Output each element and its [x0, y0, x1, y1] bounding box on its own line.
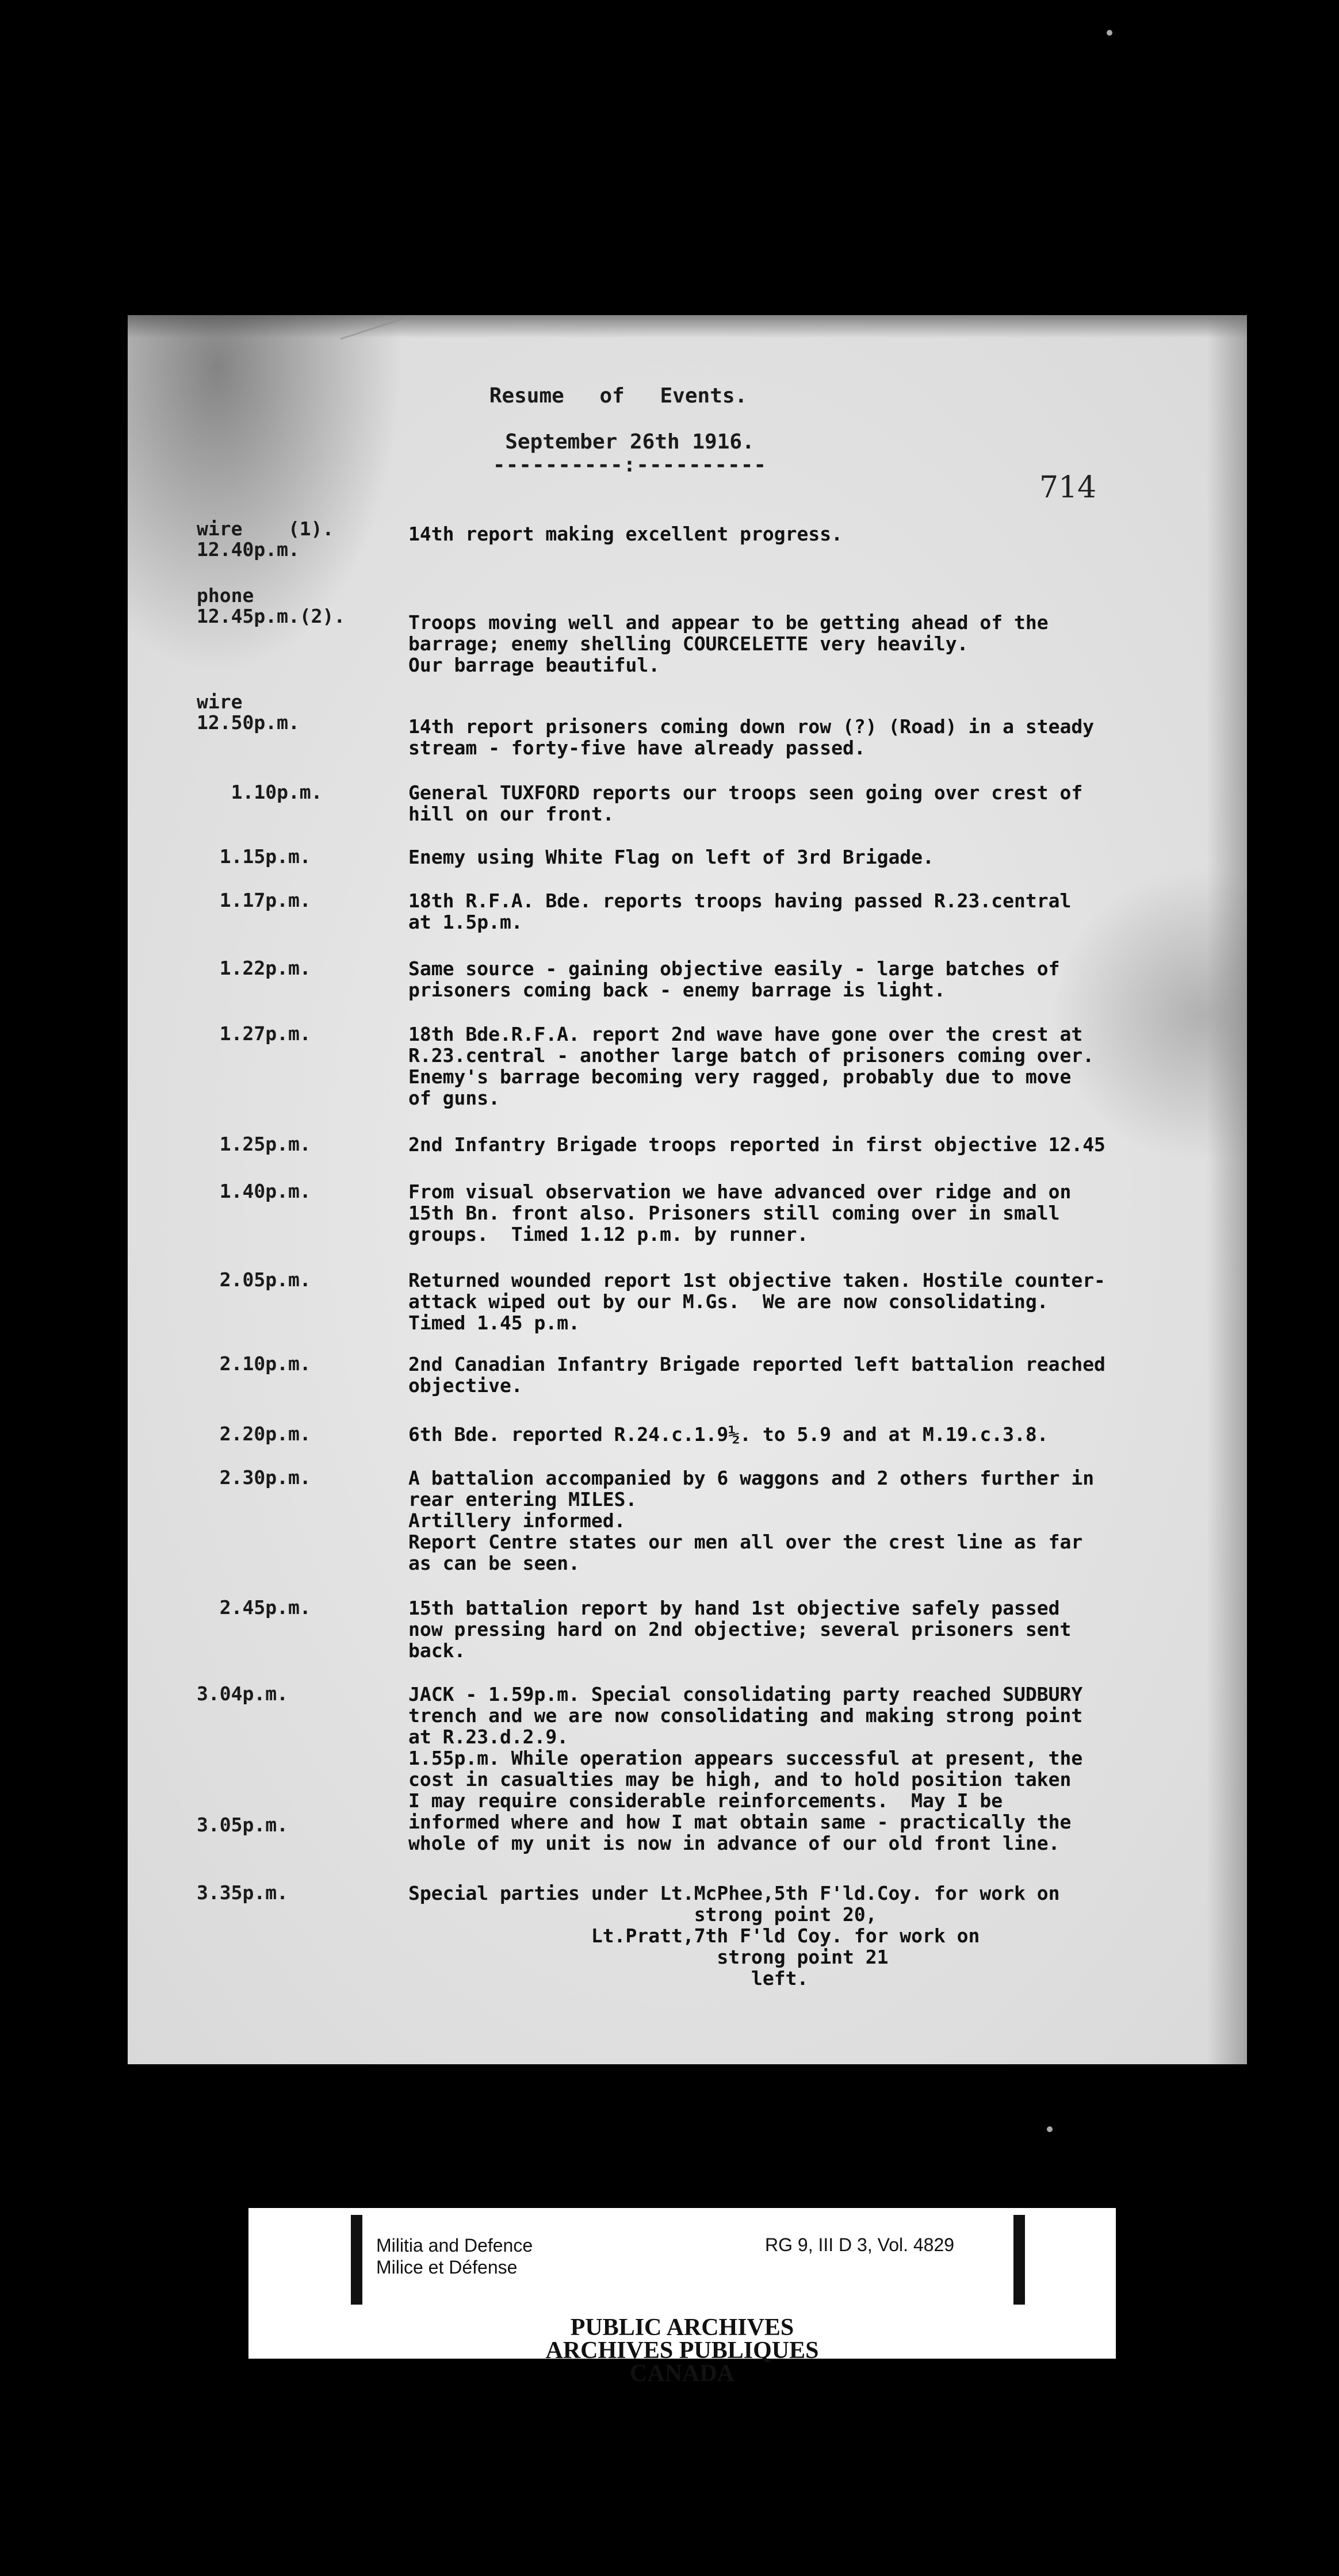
entry-text: A battalion accompanied by 6 waggons and 2 others further in rear entering MILES. Artillery informed. Report Centre states our men all over the crest line as far as can be seen.	[408, 1467, 1095, 1574]
entry-text: 6th Bde. reported R.24.c.1.9½. to 5.9 and at M.19.c.3.8.	[408, 1423, 1049, 1446]
archives-line-fr: ARCHIVES PUBLIQUES	[545, 2337, 819, 2364]
document-page	[128, 315, 1247, 2064]
entry-time: 2.30p.m.	[197, 1466, 311, 1489]
label-border-right	[1013, 2215, 1025, 2305]
entry-time: 1.17p.m.	[197, 889, 311, 911]
document-date: September 26th 1916.	[505, 430, 755, 454]
public-archives-stamp	[248, 2316, 1116, 2385]
page-number: 714	[1039, 470, 1097, 505]
entry-text: Same source - gaining objective easily - large batches of prisoners coming back - enemy barrage is light.	[408, 957, 1060, 1001]
dust-speck	[1047, 2126, 1053, 2132]
institution-name	[376, 2234, 533, 2278]
institution-name-fr: Milice et Défense	[376, 2257, 518, 2278]
archives-line-country: CANADA	[630, 2360, 734, 2387]
entry-time: 1.15p.m.	[197, 845, 311, 868]
entry-text: JACK - 1.59p.m. Special consolidating party reached SUDBURY trench and we are now consolidating and making strong point at R.23.d.2.9. 1.55p.m. While operation appears successful at present, the cost in casualties may be high, and to hold position taken I may require considerable reinforcements. May I be informed where and how I mat obtain same - practically the whole of my unit is now in advance of our old front line.	[408, 1683, 1083, 1854]
entry-time: 2.45p.m.	[197, 1596, 311, 1619]
dust-speck	[1107, 30, 1112, 36]
entry-text: 2nd Infantry Brigade troops reported in first objective 12.45	[408, 1133, 1105, 1156]
entry-text: Enemy using White Flag on left of 3rd Brigade.	[408, 846, 934, 868]
entry-time: 1.22p.m.	[197, 957, 311, 979]
entry-time: wire (1). 12.40p.m.	[197, 518, 334, 561]
entry-time: 2.20p.m.	[197, 1423, 311, 1445]
entry-text: Troops moving well and appear to be getting ahead of the barrage; enemy shelling COURCELETTE very heavily. Our barrage beautiful.	[408, 611, 1049, 676]
entry-time: 1.27p.m.	[197, 1022, 311, 1045]
entry-time: 3.05p.m.	[197, 1814, 288, 1836]
entry-text: Returned wounded report 1st objective taken. Hostile counter- attack wiped out by our M.Gs. We are now consolidating. Timed 1.45 p.m.	[408, 1269, 1105, 1334]
entry-text: 18th R.F.A. Bde. reports troops having passed R.23.central at 1.5p.m.	[408, 890, 1072, 933]
entry-time: 1.25p.m.	[197, 1133, 311, 1155]
institution-name-en: Militia and Defence	[376, 2235, 533, 2256]
entry-time: phone 12.45p.m.(2).	[197, 584, 346, 627]
document-title: Resume of Events.	[489, 384, 748, 408]
entry-time: 3.04p.m.	[197, 1682, 288, 1705]
entry-text: General TUXFORD reports our troops seen going over crest of hill on our front.	[408, 781, 1083, 825]
entry-text: 18th Bde.R.F.A. report 2nd wave have gone over the crest at R.23.central - another large batch of prisoners coming over. Enemy's barrage becoming very ragged, probably due to move of guns.	[408, 1023, 1095, 1109]
archive-reference: RG 9, III D 3, Vol. 4829	[765, 2234, 955, 2255]
entry-time: 1.40p.m.	[197, 1180, 311, 1202]
entry-time: 1.10p.m.	[197, 781, 323, 803]
entry-text: From visual observation we have advanced over ridge and on 15th Bn. front also. Prisoners still coming over in small groups. Timed 1.12 p.m. by runner.	[408, 1180, 1072, 1245]
label-border-left	[351, 2215, 362, 2305]
entry-time: 2.10p.m.	[197, 1352, 311, 1375]
entry-text: 14th report making excellent progress.	[408, 523, 843, 545]
entry-text: 14th report prisoners coming down row (?) (Road) in a steady stream - forty-five have already passed.	[408, 715, 1095, 759]
title-rule: ----------:----------	[492, 453, 767, 477]
entry-text: 2nd Canadian Infantry Brigade reported left battalion reached objective.	[408, 1353, 1105, 1397]
archives-line-en: PUBLIC ARCHIVES	[570, 2314, 794, 2341]
entry-text: Special parties under Lt.McPhee,5th F'ld.Coy. for work on strong point 20, Lt.Pratt,7th F'ld Coy. for work on strong point 21 left.	[408, 1882, 1060, 1989]
entry-time: wire 12.50p.m.	[197, 691, 300, 734]
page-shadow-top	[128, 315, 1247, 338]
entry-time: 3.35p.m.	[197, 1881, 288, 1904]
entry-text: 15th battalion report by hand 1st objective safely passed now pressing hard on 2nd objective; several prisoners sent back.	[408, 1597, 1072, 1662]
entry-time: 2.05p.m.	[197, 1268, 311, 1291]
